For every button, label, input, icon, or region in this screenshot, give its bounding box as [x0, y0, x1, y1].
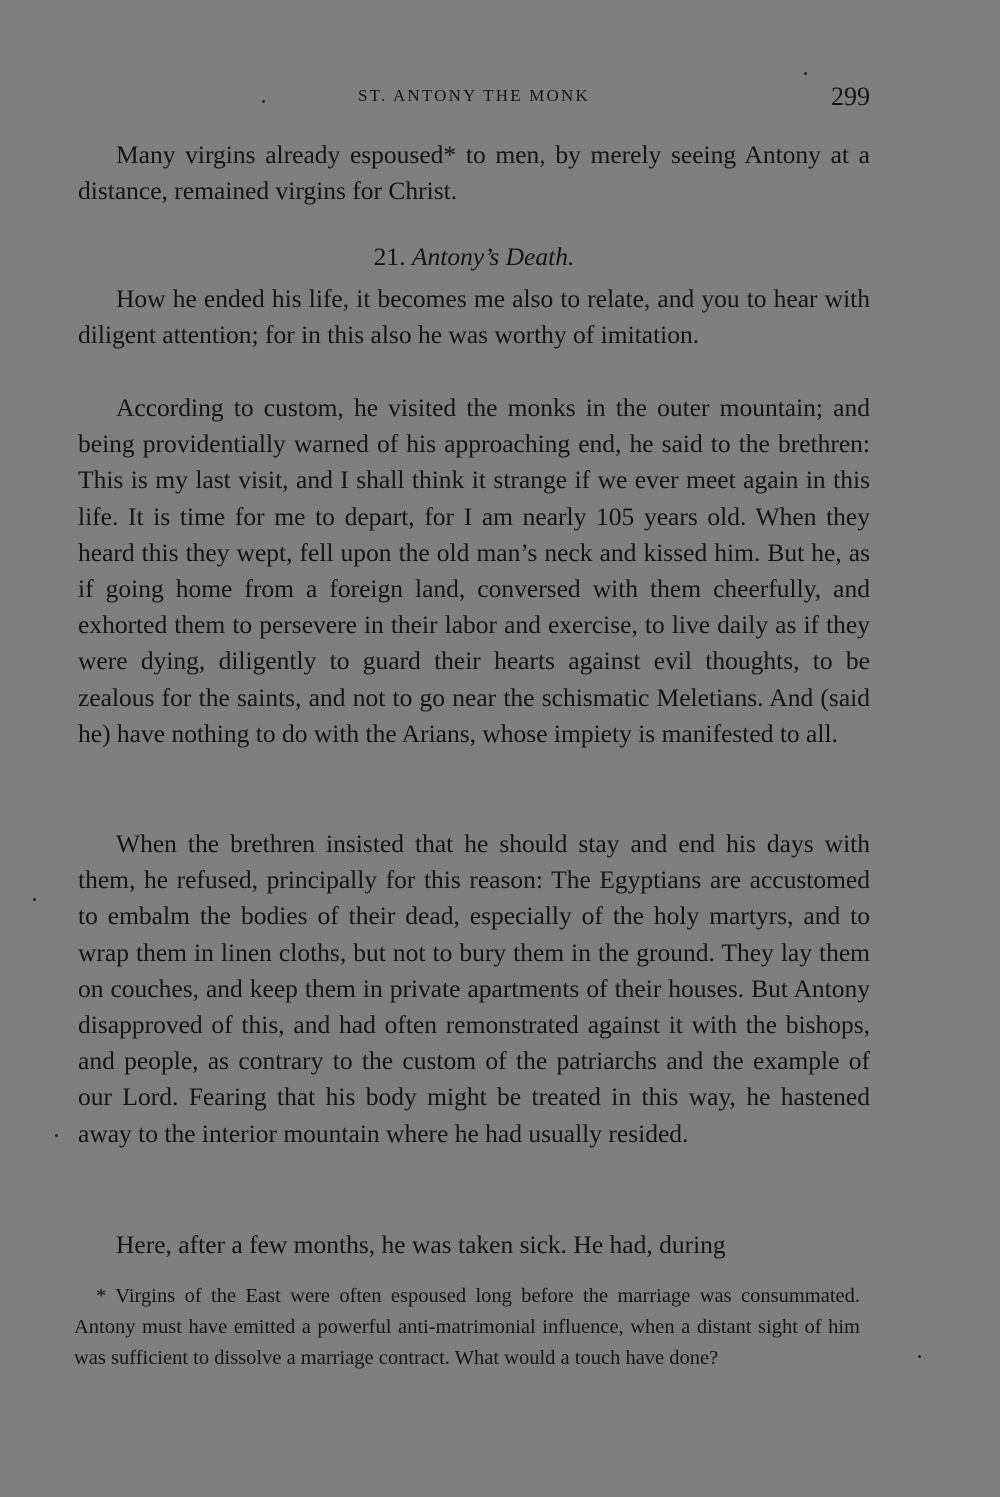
print-speck: [55, 1134, 58, 1137]
print-speck: [33, 898, 36, 901]
paragraph-virgins: Many virgins already espoused* to men, by merely seeing Antony at a distance, remained virgins for Christ.: [78, 140, 870, 206]
paragraph-taken-sick: Here, after a few months, he was taken sick. He had, during: [116, 1230, 726, 1259]
running-title: ST. ANTONY THE MONK: [358, 86, 590, 105]
page-number: 299: [831, 82, 870, 111]
section-title: Antony’s Death.: [411, 242, 575, 271]
print-speck: [918, 1355, 921, 1358]
paragraph-last-visit: According to custom, he visited the monks in the outer mountain; and being providentially warned of his approaching end, he said to the brethren: This is my last visit, and I shall think it strange if we ever meet again in this life. It is time for me to depart, for I am nearly 105 years old. When they heard this they wept, fell upon the old man’s neck and kissed him. But he, as if going home from a foreign land, conversed with them cheerfully, and exhorted them to persevere in their labor and exercise, to live daily as if they were dying, diligently to guard their hearts against evil thoughts, to be zealous for the saints, and not to go near the schismatic Meletians. And (said he) have nothing to do with the Arians, whose impiety is manifested to all.: [78, 393, 870, 748]
section-heading: [78, 240, 870, 274]
footnote: * Virgins of the East were often espoused long before the marriage was consummated. Antony must have emitted a powerful anti-matrimonial influence, when a distant sight of him was sufficient to dissolve a marriage contract. What would a touch have done?: [74, 1285, 860, 1369]
section-number: 21.: [373, 242, 406, 271]
paragraph-how-he-ended: How he ended his life, it becomes me also to relate, and you to hear with diligent attention; for in this also he was worthy of imitation.: [78, 284, 870, 350]
paragraph-embalming: When the brethren insisted that he should stay and end his days with them, he refused, principally for this reason: The Egyptians are accustomed to embalm the bodies of their dead, especially of the holy martyrs, and to wrap them in linen cloths, but not to bury them in the ground. They lay them on couches, and keep them in private apartments of their houses. But Antony disapproved of this, and had often remonstrated against it with the bishops, and people, as contrary to the custom of the patriarchs and the example of our Lord. Fearing that his body might be treated in this way, he hastened away to the interior mountain where he had usually resided.: [78, 829, 870, 1148]
print-speck: [804, 72, 807, 75]
running-head: [78, 82, 870, 112]
print-speck: [262, 100, 265, 103]
